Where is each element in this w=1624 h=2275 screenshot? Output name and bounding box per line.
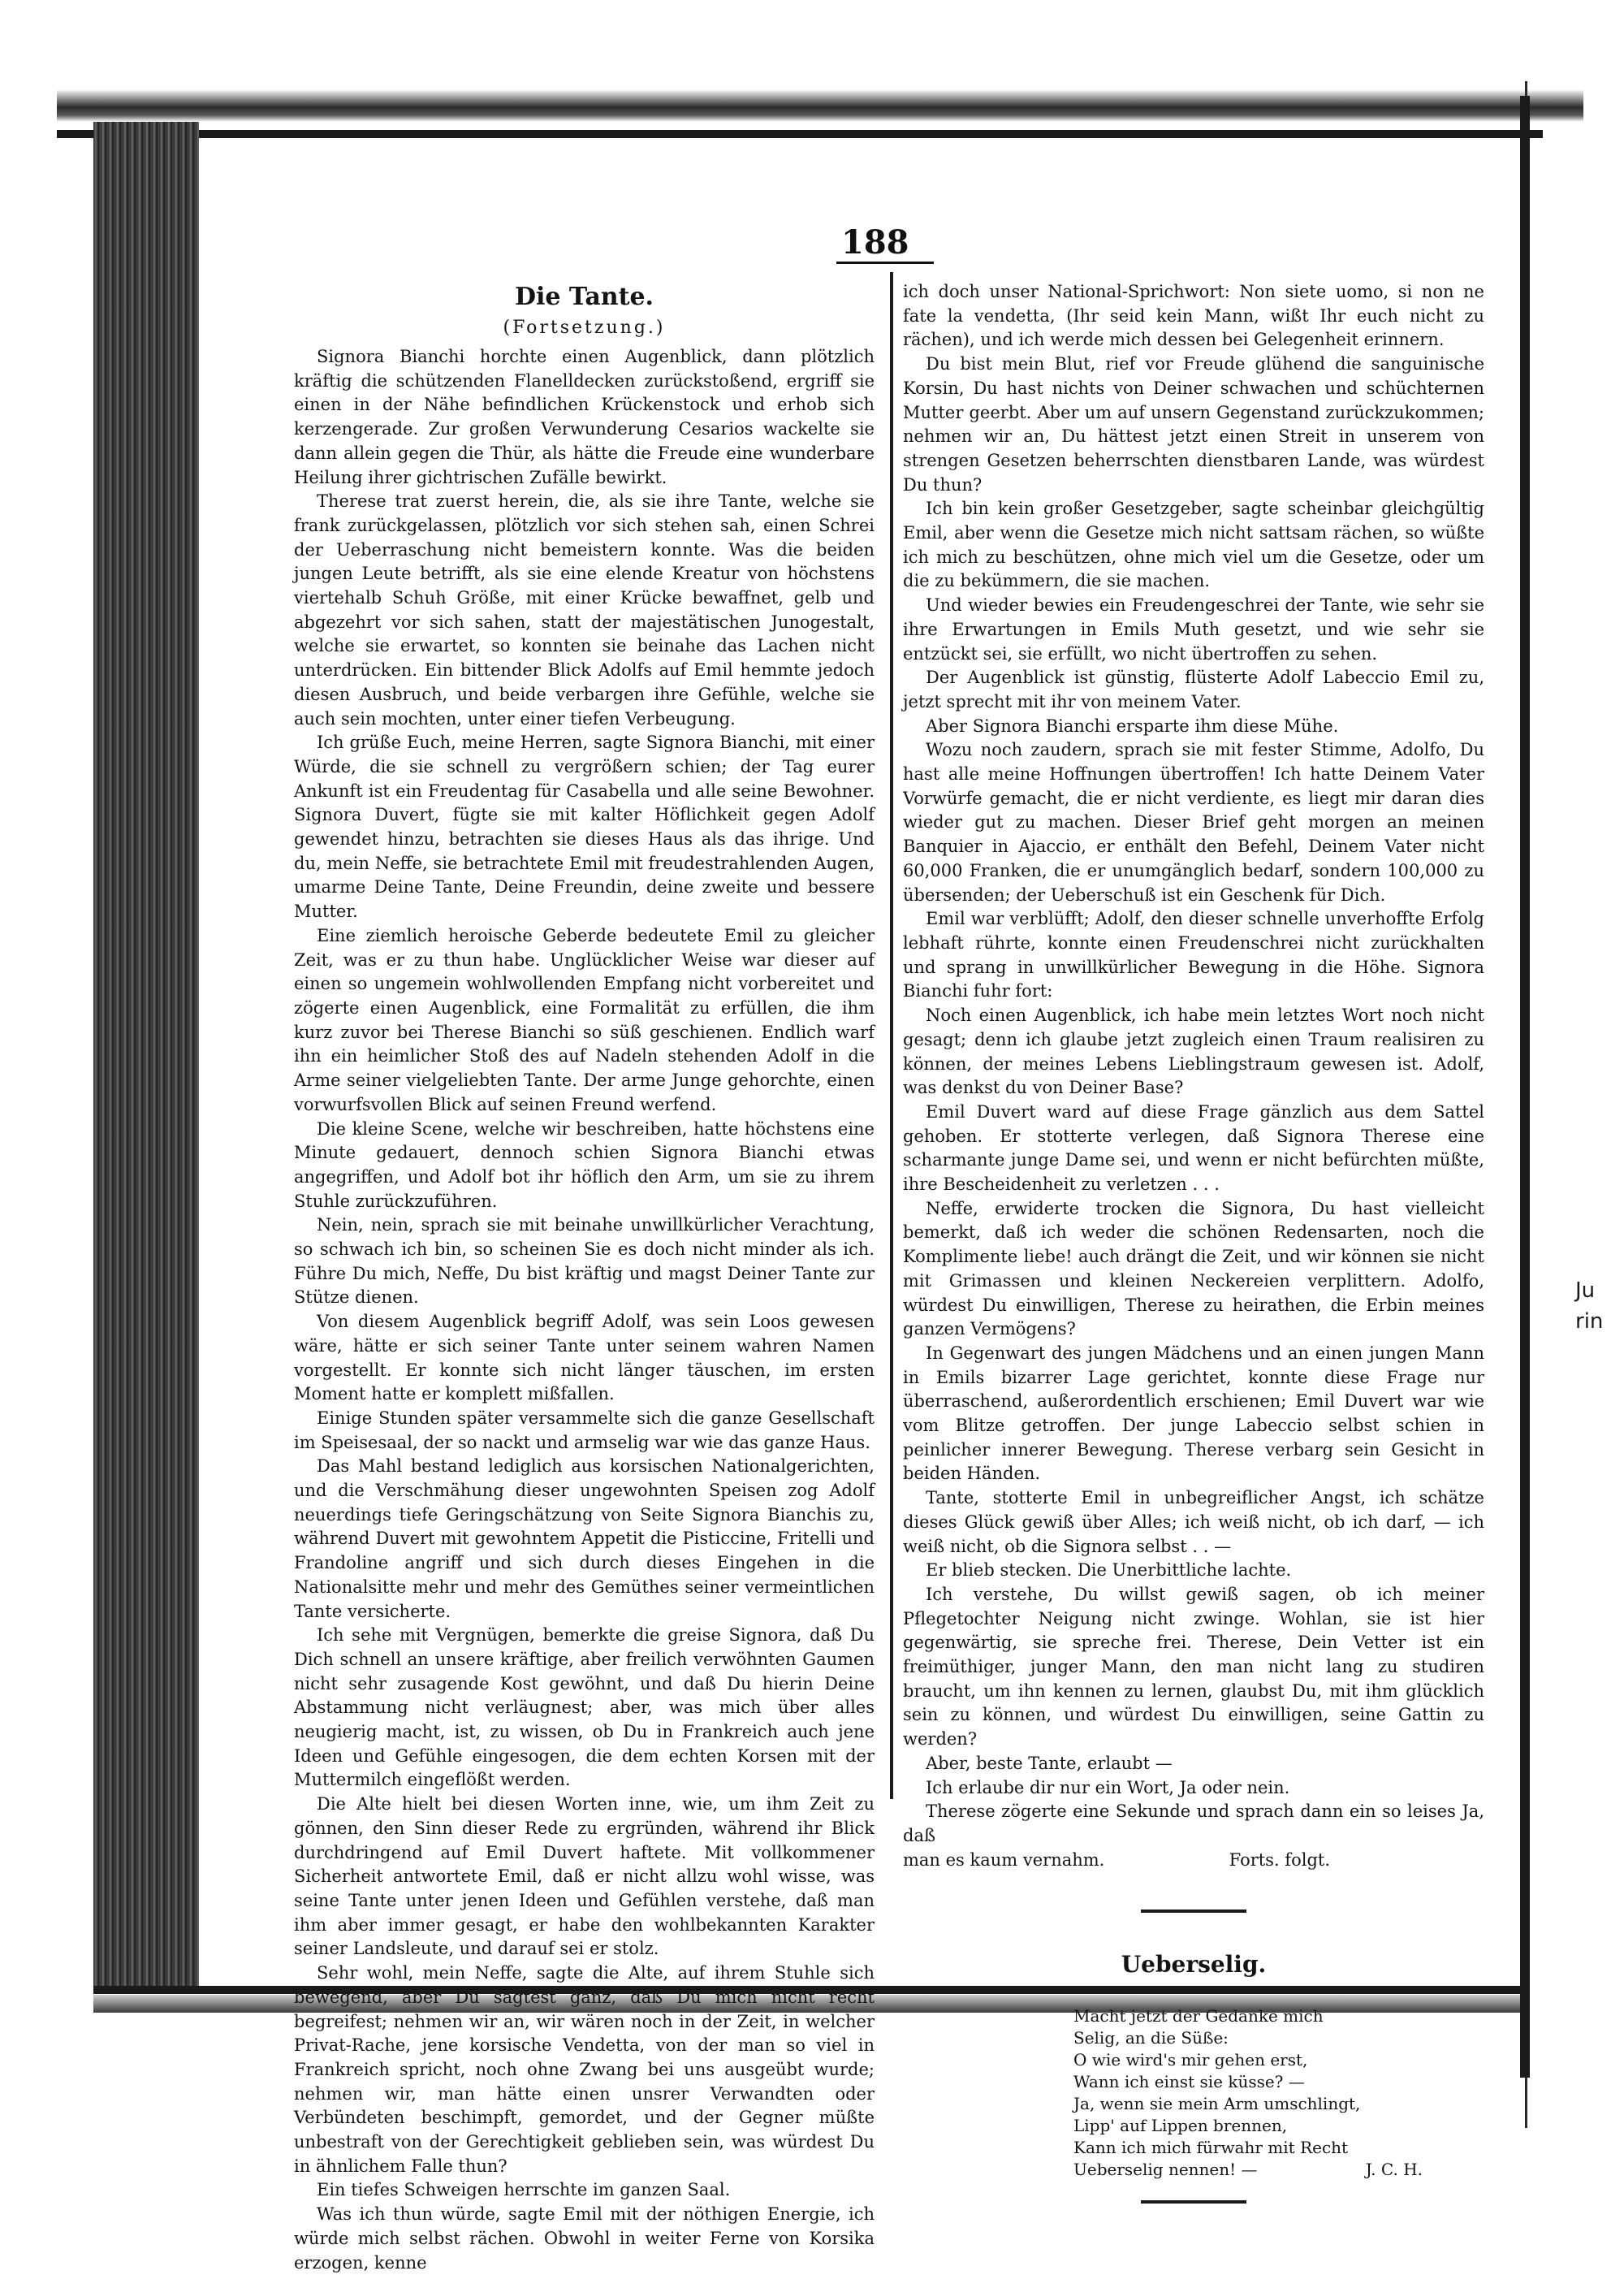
article-paragraph: In Gegenwart des jungen Mädchens und an einen jungen Mann in Emils bizarrer Lage gerichtet, konnte diese Frage nur überraschend, außerordentlich erschienen; Emil Duvert war wie vom Blitze getroffen. Der junge Labeccio selbst schien in peinlicher innerer Bewegung. Therese verbarg sein Gesicht in beiden Händen. [903, 1343, 1484, 1484]
article-subtitle: (Fortsetzung.) [503, 318, 666, 338]
poem-line: Kann ich mich fürwahr mit Recht [1073, 2138, 1349, 2158]
article-paragraph: Noch einen Augenblick, ich habe mein letztes Wort noch nicht gesagt; denn ich glaube jetzt zugleich einen Traum realisiren zu können, der meines Lebens Lieblingstraum gewesen ist. Adolf, was denkst du von Deiner Base? [903, 1006, 1484, 1098]
poem-line: Ja, wenn sie mein Arm umschlingt, [1073, 2094, 1361, 2114]
article-paragraph: Ich sehe mit Vergnügen, bemerkte die greise Signora, daß Du Dich schnell an unsere kräftige, aber freilich verwöhnten Gaumen nicht sehr zusagende Kost gewöhnt, und daß Du hierin Deine Abstammung nicht verläugnest; aber, was mich über alles neugierig macht, ist, zu wissen, ob Du in Frankreich auch jene Ideen und Gefühle eingesogen, die dem echten Korsen mit der Muttermilch eingeflößt werden. [294, 1625, 875, 1790]
article-paragraph: Ein tiefes Schweigen herrschte im ganzen Saal. [317, 2180, 731, 2200]
right-column [903, 280, 1484, 2204]
article-paragraph: Einige Stunden später versammelte sich die ganze Gesellschaft im Speisesaal, der so nackt und armselig war wie das ganze Haus. [294, 1408, 875, 1452]
page-edge-bar [1520, 96, 1530, 2078]
page-number-rule [836, 262, 934, 264]
page-number: 188 [841, 223, 909, 262]
article-paragraph: Wozu noch zaudern, sprach sie mit fester Stimme, Adolfo, Du hast alle meine Hoffnungen übertroffen! Ich hatte Deinem Vater Vorwürfe gemacht, die er nicht verdiente, es liegt mir daran dies wieder gut zu machen. Dieser Brief geht morgen an meinen Banquier in Ajaccio, er enthält den Befehl, Deinem Vater nicht 60,000 Franken, die er unumgänglich bedarf, sondern 100,000 zu übersenden; der Ueberschuß ist ein Geschenk für Dich. [903, 740, 1484, 905]
article-paragraph: Ich verstehe, Du willst gewiß sagen, ob ich meiner Pflegetochter Neigung nicht zwinge. Wohlan, sie ist hier gegenwärtig, sie spreche frei. Therese, Dein Vetter ist ein freimüthiger, junger Mann, den man nicht lang zu studiren braucht, um ihn kennen zu lernen, glaubst Du, mit ihm glücklich sein zu können, und würdest Du einwilligen, seine Gattin zu werden? [903, 1584, 1484, 1750]
article-paragraph: Der Augenblick ist günstig, flüsterte Adolf Labeccio Emil zu, jetzt sprecht mit ihr von meinem Vater. [903, 668, 1484, 711]
article-title: Die Tante. [514, 283, 654, 311]
scan-top-border [57, 89, 1583, 122]
article-last-line-end: man es kaum vernahm. [903, 1849, 1105, 1870]
article-paragraph: Sehr wohl, mein Neffe, sagte die Alte, auf ihrem Stuhle sich bewegend, aber Du sagtest ganz, daß Du mich nicht recht begreifest; nehmen wir an, wir wären noch in der Zeit, in welcher Privat-Rache, jene korsische Vendetta, von der man so viel in Frankreich spricht, noch ohne Zwang bei uns ausgeübt wurde; nehmen wir, man hätte einen unsrer Verwandten oder Verbündeten beschimpft, gemordet, und der Gegner müßte unbestraft von der Gerechtigkeit geblieben sein, was würdest Du in ähnlichem Falle thun? [294, 1963, 875, 2176]
poem-line: Ueberselig nennen! — [1073, 2160, 1258, 2180]
article-paragraph: Ich grüße Euch, meine Herren, sagte Signora Bianchi, mit einer Würde, die sie schnell zu vergrößern schien; der Tag eurer Ankunft ist ein Freudentag für Casabella und alle seine Bewohner. Signora Duvert, fügte sie mit kalter Höflichkeit gegen Adolf gewendet hinzu, betrachten sie dieses Haus als das ihrige. Und du, mein Neffe, sie betrachtete Emil mit freudestrahlenden Augen, umarme Deine Tante, Deine Freundin, deine zweite und bessere Mutter. [294, 733, 875, 922]
adjacent-page-fragment [1575, 455, 1624, 1337]
poem [1073, 2005, 1484, 2181]
article-paragraph: Und wieder bewies ein Freudengeschrei der Tante, wie sehr sie ihre Erwartungen in Emils Muth gesetzt, und wie sehr sie entzückt sei, sie erfüllt, wo nicht übertroffen zu sehen. [903, 595, 1484, 664]
poem-line: Wann ich einst sie küsse? — [1073, 2072, 1305, 2092]
left-paragraphs [294, 345, 875, 2275]
article-paragraph-continued: ich doch unser National-Sprichwort: Non siete uomo, si non ne fate la vendetta, (Ihr seid kein Mann, wißt Ihr euch nicht zu rächen), und ich werde mich dessen bei Gelegenheit erinnern. [903, 282, 1484, 350]
left-column [294, 280, 875, 2275]
article-paragraph: Das Mahl bestand lediglich aus korsischen Nationalgerichten, und die Verschmähung dieser ungewohnten Speisen zog Adolf neuerdings tiefe Geringschätzung von Seite Signora Bianchis zu, während Duvert mit gewohntem Appetit die Pisticcine, Fritelli und Frandoline angriff und sich durch dieses Eingehen in die Nationalsitte mehr und mehr des Gemüthes seiner vermeintlichen Tante versicherte. [294, 1456, 875, 1621]
adjacent-fragment-line: rin [1575, 1309, 1604, 1334]
article-paragraph: Ich erlaube dir nur ein Wort, Ja oder nein. [926, 1777, 1290, 1797]
article-paragraph: Tante, stotterte Emil in unbegreiflicher Angst, ich schätze dieses Glück gewiß über Alles; ich weiß nicht, ob ich darf, — ich weiß nicht, ob die Signora selbst . . — [903, 1488, 1484, 1556]
article-paragraph: Neffe, erwiderte trocken die Signora, Du hast vielleicht bemerkt, daß ich weder die schönen Redensarten, noch die Komplimente liebe! auch drängt die Zeit, und wir können sie nicht mit Grimassen und kleinen Neckereien verplittern. Adolfo, würdest Du einwilligen, Therese zu heirathen, die Erbin meines ganzen Vermögens? [903, 1198, 1484, 1339]
article-paragraph: Ich bin kein großer Gesetzgeber, sagte scheinbar gleichgültig Emil, aber wenn die Gesetze mich nicht sattsam rächen, so wüßte ich mich zu beschützen, ohne mich viel um die Gesetze, oder um die zu bekümmern, die sie machen. [903, 499, 1484, 591]
article-paragraph: Du bist mein Blut, rief vor Freude glühend die sanguinische Korsin, Du hast nichts von Deiner schwachen und schüchternen Mutter geerbt. Aber um auf unsern Gegenstand zurückzukommen; nehmen wir an, Du hättest jetzt einen Streit in unserem von strengen Gesetzen beherrschten dienstbaren Lande, was würdest Du thun? [903, 354, 1484, 495]
article-paragraph: Eine ziemlich heroische Geberde bedeutete Emil zu gleicher Zeit, was er zu thun habe. Unglücklicher Weise war dieser auf einen so ungemein wohlwollenden Empfang nicht vorbereitet und zögerte einen Augenblick, eine Formalität zu erfüllen, die ihm kurz zuvor bei Therese Bianchi so süß geschienen. Endlich warf ihn ein heimlicher Stoß des auf Nadeln stehenden Adolf in die Arme seiner vielgeliebten Tante. Der arme Junge gehorchte, einen vorwurfsvollen Blick auf seinen Freund werfend. [294, 925, 875, 1114]
article-paragraph: Therese trat zuerst herein, die, als sie ihre Tante, welche sie frank zurückgelassen, plötzlich vor sich stehen sah, einen Schrei der Ueberraschung nicht bemeistern konnte. Was die beiden jungen Leute betrifft, als sie eine elende Kreatur von höchstens viertehalb Schuh Größe, mit einer Krücke bewaffnet, gelb und abgezehrt vor sich sahen, statt der majestätischen Junogestalt, welche sie erwartet, so konnten sie beinahe das Lachen nicht unterdrücken. Ein bittender Blick Adolfs auf Emil hemmte jedoch diesen Ausbruch, und beide verbargen ihre Gefühle, welche sie auch sein mochten, unter einer tiefen Verbeugung. [294, 491, 875, 729]
poem-line: Selig, an die Süße: [1073, 2028, 1229, 2048]
article-paragraph: Die kleine Scene, welche wir beschreiben, hatte höchstens eine Minute gedauert, dennoch schien Signora Bianchi etwas angegriffen, und Adolf bot ihr höflich den Arm, um sie zu ihrem Stuhle zurückzuführen. [294, 1118, 875, 1211]
poem-title: Ueberselig. [1121, 1951, 1267, 1979]
article-paragraph: Signora Bianchi horchte einen Augenblick, dann plötzlich kräftig die schützenden Flanelldecken zurückstoßend, ergriff sie einen in der Nähe befindlichen Krückenstock und erhob sich kerzengerade. Zur großen Verwunderung Cesarios wackelte sie dann allein gegen die Thür, als hätte die Freude eine wunderbare Heilung ihrer gichtrischen Zufälle bewirkt. [294, 347, 875, 487]
poem-line: O wie wird's mir gehen erst, [1073, 2050, 1308, 2070]
adjacent-fragment-line: Ju [1575, 1278, 1596, 1303]
article-paragraph: Was ich thun würde, sagte Emil mit der nöthigen Energie, ich würde mich selbst rächen. Obwohl in weiter Ferne von Korsika erzogen, kenne [294, 2204, 875, 2273]
right-paragraphs [903, 352, 1484, 1800]
continued-note: Forts. folgt. [1229, 1849, 1330, 1870]
article-paragraph: Er blieb stecken. Die Unerbittliche lachte. [926, 1560, 1292, 1581]
end-separator [1141, 2200, 1246, 2204]
scan-top-rule [57, 130, 1543, 138]
article-paragraph: Die Alte hielt bei diesen Worten inne, wie, um ihm Zeit zu gönnen, den Sinn dieser Rede zu ergründen, während ihr Blick durchdringend auf Emil Duvert haftete. Mit vollkommener Sicherheit antwortete Emil, daß er nicht allzu wohl wisse, was seine Tante unter jenen Ideen und Gefühlen verstehe, daß man ihm aber immer gesagt, er habe den wohlbekannten Karakter seiner Landsleute, und darauf sei er stolz. [294, 1794, 875, 1959]
article-paragraph: Emil Duvert ward auf diese Frage gänzlich aus dem Sattel gehoben. Er stotterte verlegen, daß Signora Therese eine scharmante junge Dame sei, und wenn er nicht befürchten müßte, ihre Bescheidenheit zu verletzen . . . [903, 1101, 1484, 1195]
article-paragraph: Aber, beste Tante, erlaubt — [926, 1753, 1173, 1773]
poem-last-line [1073, 2159, 1423, 2181]
poem-line: Lipp' auf Lippen brennen, [1073, 2116, 1288, 2136]
article-paragraph: Aber Signora Bianchi ersparte ihm diese Mühe. [926, 716, 1339, 736]
article-last-line: Therese zögerte eine Sekunde und sprach dann ein so leises Ja, daß [903, 1801, 1484, 1845]
article-paragraph: Von diesem Augenblick begriff Adolf, was sein Loos gewesen wäre, hätte er sich seiner Tante unter seinem wahren Namen vorgestellt. Er konnte sich nicht länger täuschen, im ersten Moment hatte er komplett mißfallen. [294, 1312, 875, 1404]
book-spine-shadow [93, 122, 199, 1990]
article-paragraph: Nein, nein, sprach sie mit beinahe unwillkürlicher Verachtung, so schwach ich bin, so scheinen Sie es doch nicht minder als ich. Führe Du mich, Neffe, Du bist kräftig und magst Deiner Tante zur Stütze dienen. [294, 1215, 875, 1308]
article-paragraph: Emil war verblüfft; Adolf, den dieser schnelle unverhoffte Erfolg lebhaft rührte, konnte einen Freudenschrei nicht zurückhalten und sprang in unwillkürlicher Bewegung in die Höhe. Signora Bianchi fuhr fort: [903, 909, 1484, 1001]
column-divider [890, 272, 893, 1799]
article-last-paragraph [903, 1800, 1484, 1848]
article-end-line [903, 1849, 1484, 1873]
poem-lines [1073, 2005, 1484, 2159]
section-separator [1141, 1910, 1246, 1913]
poem-line: Macht jetzt der Gedanke mich [1073, 2006, 1324, 2026]
poem-signature: J. C. H. [1365, 2160, 1423, 2180]
